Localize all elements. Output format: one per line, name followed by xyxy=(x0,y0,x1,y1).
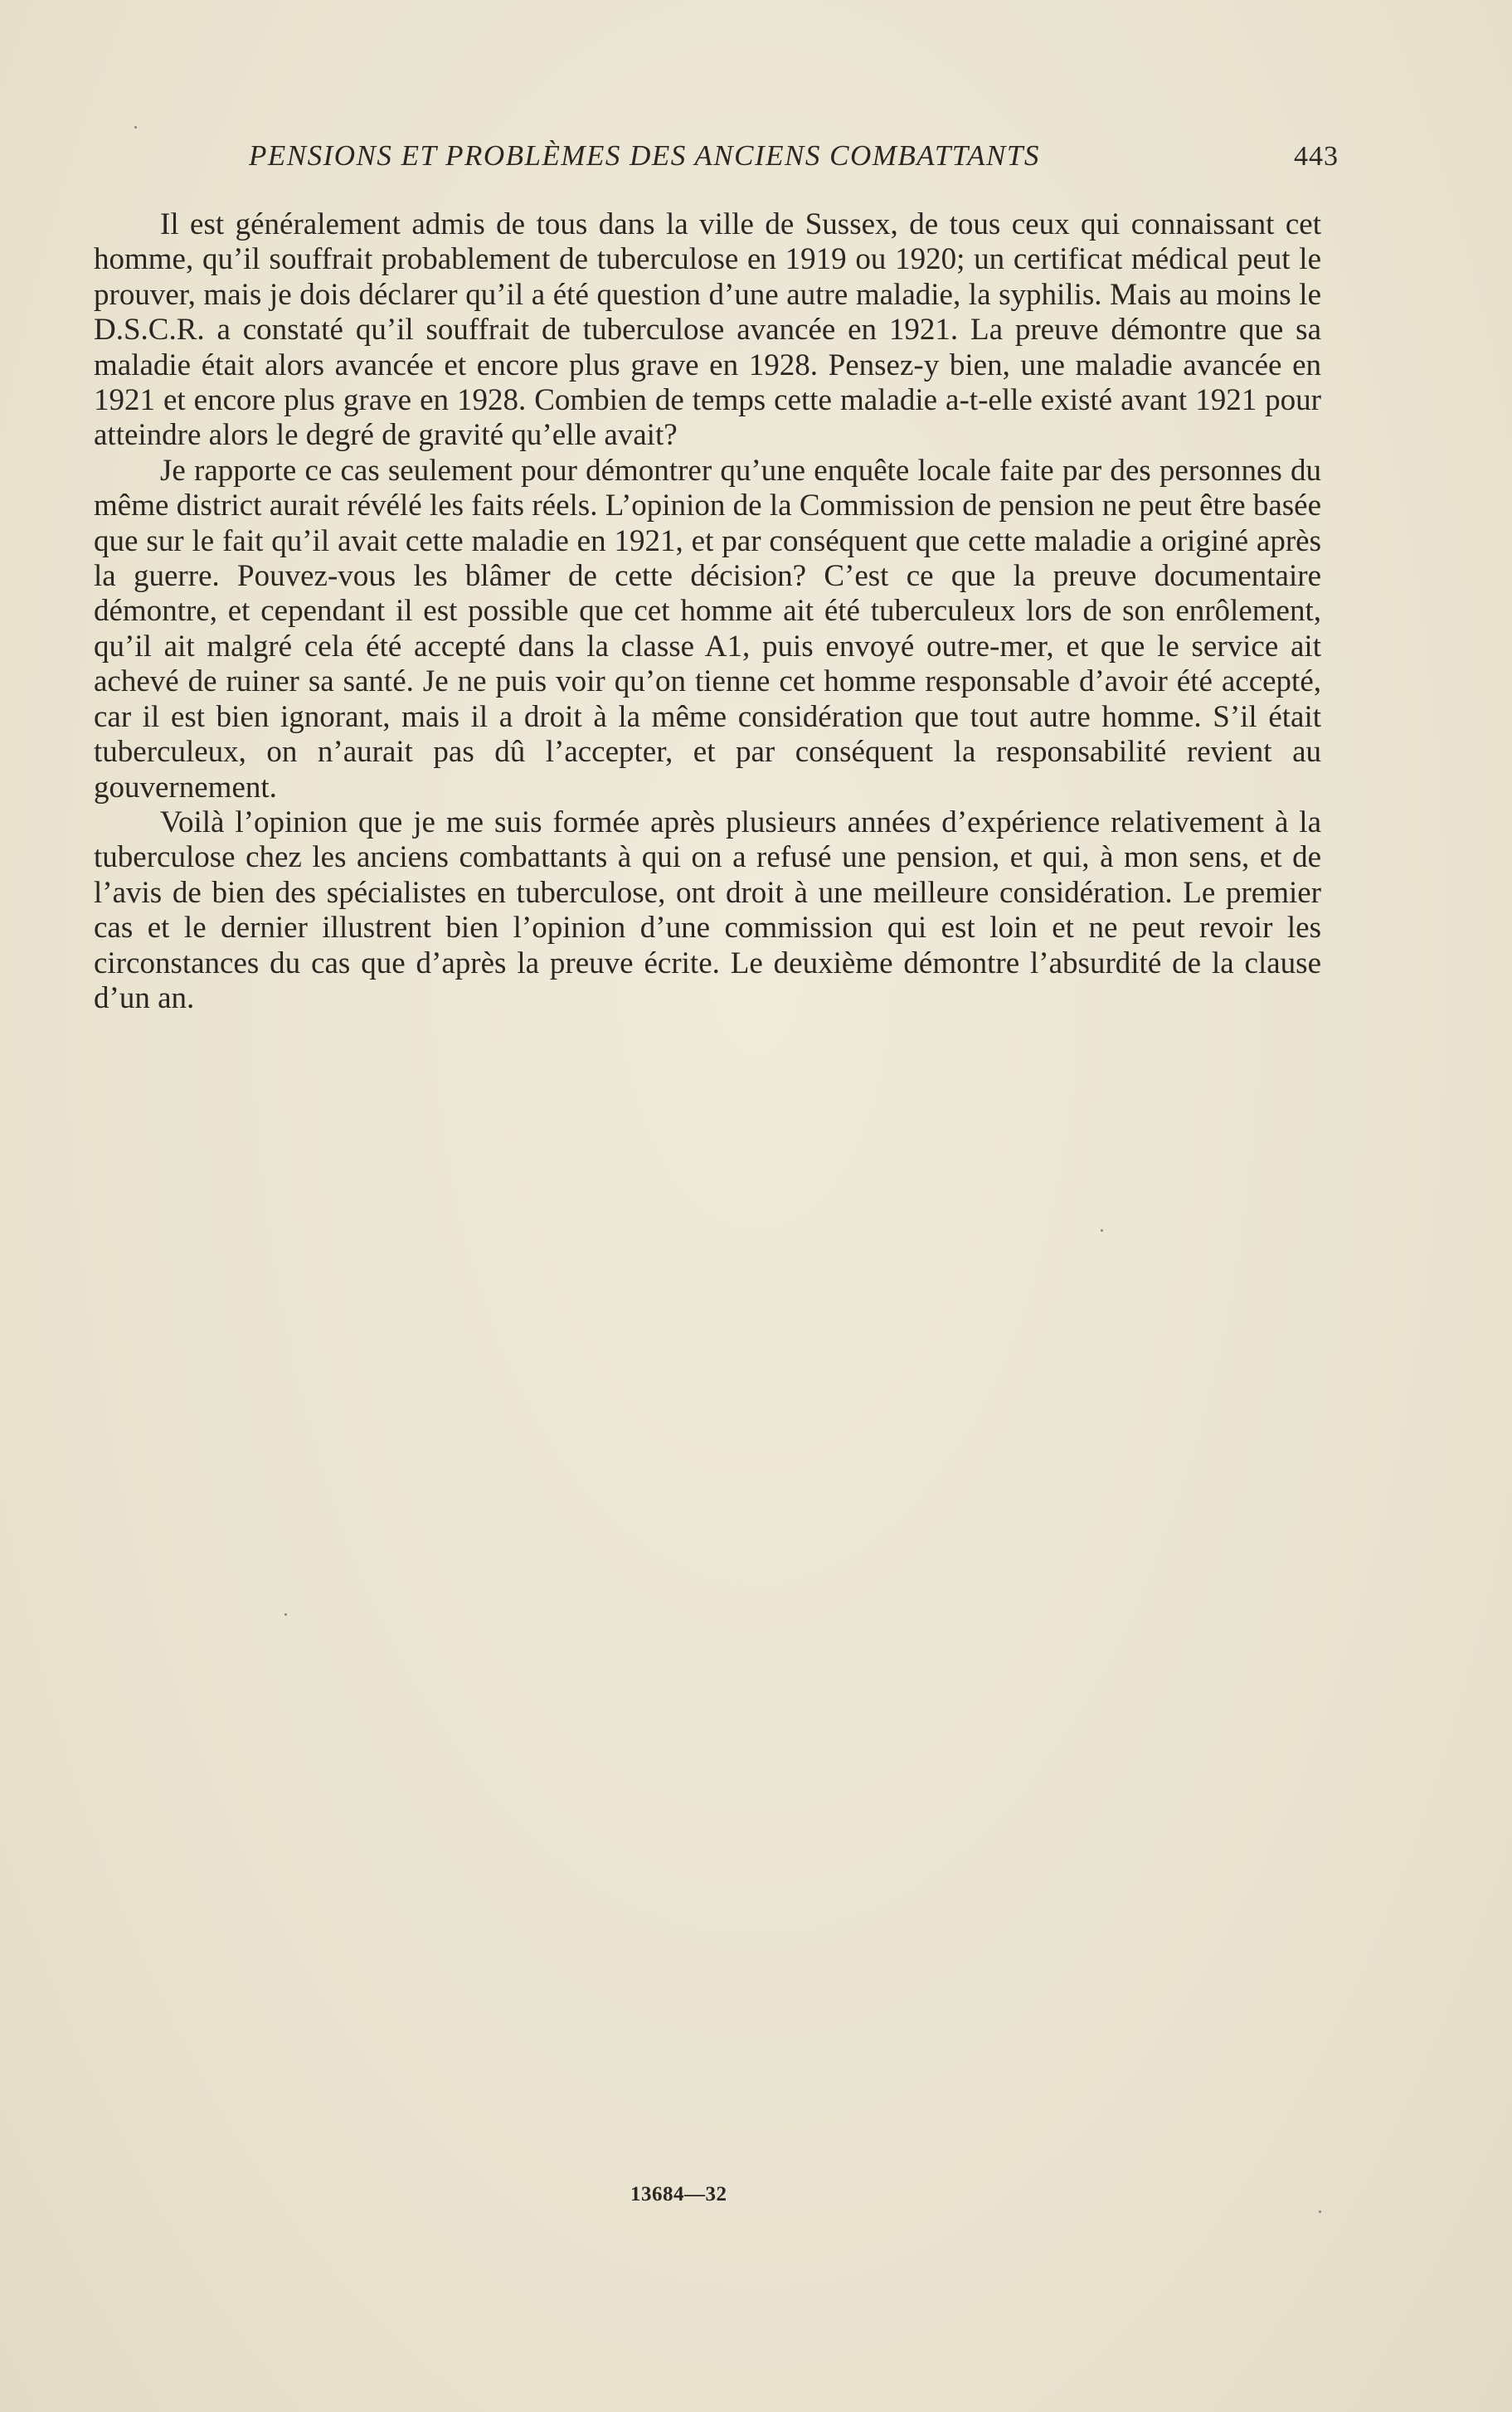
printer-signature: 13684—32 xyxy=(630,2183,727,2205)
paragraph-3: Voilà l’opinion que je me suis formée après plusieurs années d’expérience relativement à la tuberculose chez les anciens combattants à qui on a refusé une pension, et qui, à mon sens, et de l’avis de bien des spécialistes en tuberculose, ont droit à une meilleure considération. Le premier cas et le dernier illustrent bien l’opinion d’une commission qui est loin et ne peut revoir les circonstances du cas que d’après la preuve écrite. Le deuxième démontre l’absurdité de la clause d’un an. xyxy=(94,805,1321,1015)
paragraph-1: Il est généralement admis de tous dans la ville de Sussex, de tous ceux qui connaissant cet homme, qu’il souffrait probablement de tuberculose en 1919 ou 1920; un certificat médical peut le prouver, mais je dois déclarer qu’il a été question d’une autre maladie, la syphilis. Mais au moins le D.S.C.R. a constaté qu’il souffrait de tuberculose avancée en 1921. La preuve démontre que sa maladie était alors avancée et encore plus grave en 1928. Pensez-y bien, une maladie avancée en 1921 et encore plus grave en 1928. Combien de temps cette maladie a-t-elle existé avant 1921 pour atteindre alors le degré de gravité qu’elle avait? xyxy=(94,207,1321,453)
running-header-title: PENSIONS ET PROBLÈMES DES ANCIENS COMBATTANTS xyxy=(249,139,1040,172)
paper-speck xyxy=(284,1613,287,1616)
paragraph-2: Je rapporte ce cas seulement pour démontrer qu’une enquête locale faite par des personnes du même district aurait révélé les faits réels. L’opinion de la Commission de pension ne peut être basée que sur le fait qu’il avait cette maladie en 1921, et par conséquent que cette maladie a originé après la guerre. Pouvez-vous les blâmer de cette décision? C’est ce que la preuve documentaire démontre, et cependant il est possible que cet homme ait été tuberculeux lors de son enrôlement, qu’il ait malgré cela été accepté dans la classe A1, puis envoyé outre-mer, et que le service ait achevé de ruiner sa santé. Je ne puis voir qu’on tienne cet homme responsable d’avoir été accepté, car il est bien ignorant, mais il a droit à la même considération que tout autre homme. S’il était tuberculeux, on n’aurait pas dû l’accepter, et par conséquent la responsabilité revient au gouvernement. xyxy=(94,453,1321,805)
paper-speck xyxy=(134,126,137,129)
page-number: 443 xyxy=(1294,141,1339,172)
body-text xyxy=(94,207,1321,1016)
paper-speck xyxy=(1319,2210,1321,2213)
paper-speck xyxy=(1101,1229,1103,1232)
